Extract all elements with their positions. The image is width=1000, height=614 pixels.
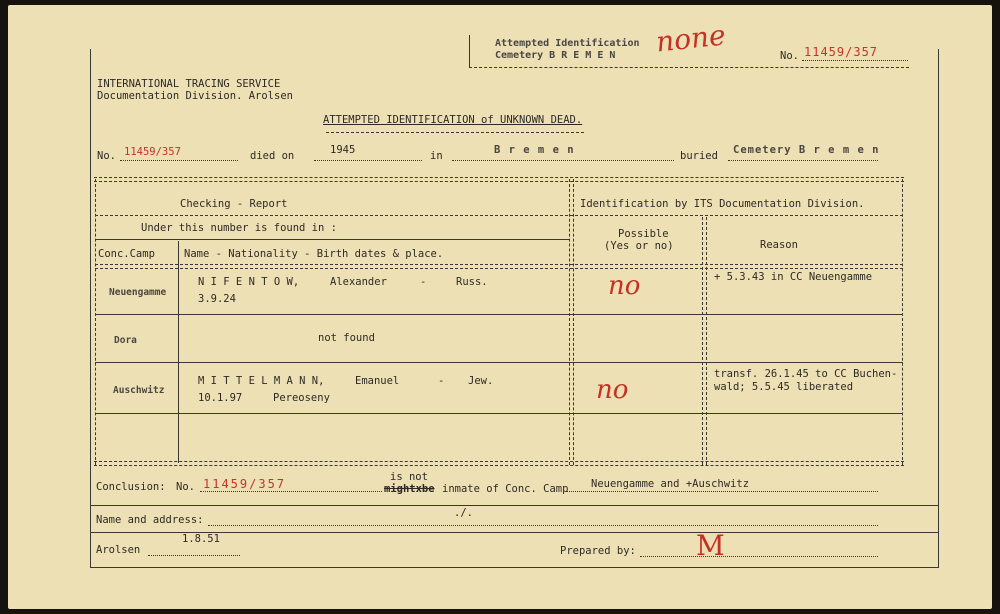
buried-label: buried (680, 150, 718, 162)
died-label: died on (250, 150, 295, 162)
in-label: in (430, 150, 443, 162)
possible-subheader: (Yes or no) (604, 240, 674, 252)
col-name-header: Name - Nationality - Birth dates & place. (184, 248, 444, 260)
stamp-box-bottom (469, 67, 909, 68)
handwritten-none: none (654, 18, 728, 59)
conclusion-label: Conclusion: (96, 481, 166, 493)
buried-value: Cemetery B r e m e n (733, 144, 880, 156)
row1-name: N I F E N T O W, (198, 276, 300, 288)
row3-first-name: Emanuel (355, 375, 400, 387)
name-address-label: Name and address: (96, 514, 204, 526)
table-bottom-border (94, 461, 904, 462)
frame-right (938, 49, 939, 568)
row1-dash: - (420, 276, 427, 288)
row1-nationality: Russ. (456, 276, 488, 288)
stamp-line-1: Attempted Identification (495, 38, 640, 49)
reason-header: Reason (760, 239, 798, 251)
row3-reason-line1: transf. 26.1.45 to CC Buchen- (714, 368, 898, 380)
name-address-value: ./. (454, 507, 473, 519)
row3-nationality: Jew. (468, 375, 494, 387)
row3-birthdate: 10.1.97 (198, 392, 243, 404)
conclusion-no-value: 11459/357 (203, 477, 287, 491)
table-divider-main (569, 179, 570, 465)
row3-name: M I T T E L M A N N, (198, 375, 325, 387)
page-title: ATTEMPTED IDENTIFICATION of UNKNOWN DEAD. (323, 114, 583, 126)
table-left-border (95, 179, 96, 465)
top-no-label: No. (780, 50, 799, 62)
frame-bottom (90, 567, 938, 568)
row1-camp: Neuengamme (109, 287, 167, 298)
under-number-header: Under this number is found in : (141, 222, 337, 234)
prepared-by-initial: M (696, 529, 725, 562)
row1-first-name: Alexander (330, 276, 387, 288)
row2-not-found: not found (318, 332, 375, 344)
conclusion-no-label: No. (176, 481, 195, 493)
table-divider-camp (178, 241, 179, 463)
prepared-by-label: Prepared by: (560, 545, 636, 557)
row3-birthplace: Pereoseny (273, 392, 330, 404)
table-right-border (902, 179, 903, 465)
row3-reason-line2: wald; 5.5.45 liberated (714, 381, 854, 393)
table-divider-reason (702, 217, 703, 465)
table-top-border (94, 177, 904, 178)
row2-camp: Dora (114, 335, 137, 346)
top-no-value: 11459/357 (804, 45, 879, 59)
footer-place: Arolsen (96, 544, 141, 556)
row1-reason: + 5.3.43 in CC Neuengamme (714, 271, 873, 283)
row1-birthdate: 3.9.24 (198, 293, 236, 305)
checking-report-header: Checking - Report (180, 198, 288, 210)
stamp-box-left (469, 35, 470, 67)
place-value: B r e m e n (494, 144, 575, 156)
org-line-1: INTERNATIONAL TRACING SERVICE (97, 78, 281, 90)
conclusion-camps: Neuengamme and +Auschwitz (591, 478, 750, 490)
record-no-value: 11459/357 (124, 146, 181, 158)
footer-date: 1.8.51 (182, 533, 220, 545)
col-camp-header: Conc.Camp (98, 248, 155, 260)
identification-card (8, 5, 992, 609)
row3-possible: no (596, 375, 629, 405)
identification-header: Identification by ITS Documentation Division. (580, 198, 865, 210)
row1-possible: no (608, 271, 641, 301)
died-value: 1945 (330, 144, 356, 156)
org-line-2: Documentation Division. Arolsen (97, 90, 293, 102)
conclusion-is-not: is not (390, 471, 428, 483)
frame-left (90, 49, 91, 568)
row3-dash: - (438, 375, 445, 387)
conclusion-inmate-text: inmate of Conc. Camp (442, 483, 569, 495)
possible-header: Possible (618, 228, 669, 240)
row3-camp: Auschwitz (113, 385, 165, 396)
conclusion-struck: mightxbe (384, 483, 435, 495)
record-no-label: No. (97, 150, 116, 162)
stamp-line-2: Cemetery B R E M E N (495, 50, 616, 61)
